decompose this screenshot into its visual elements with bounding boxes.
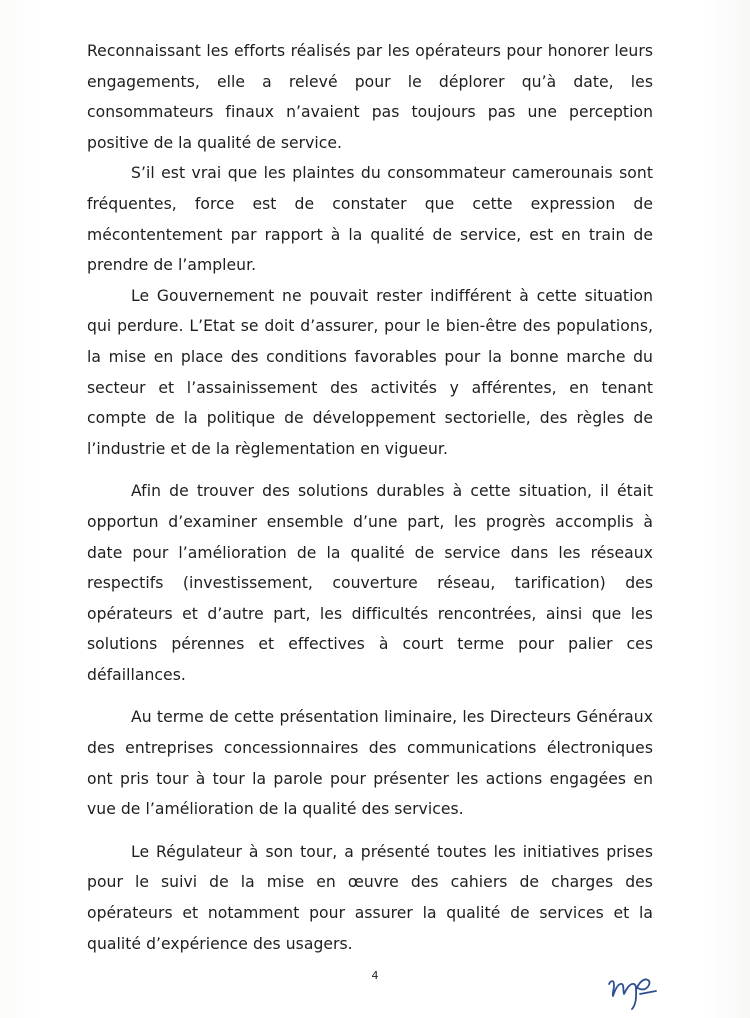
signature-stroke xyxy=(609,979,656,1009)
paragraph-2: S’il est vrai que les plaintes du consommateur camerounais sont fréquentes, force est de constater que cette expression de mécontentement par rapport à la qualité de service, est en train de prendre de l’ampleur. xyxy=(87,164,653,275)
paragraph-1: Reconnaissant les efforts réalisés par les opérateurs pour honorer leurs engagements, elle a relevé pour le déplorer qu’à date, les consommateurs finaux n’avaient pas toujours pas une perception positive de la qualité de service. xyxy=(87,42,653,152)
paragraph-6: Le Régulateur à son tour, a présenté toutes les initiatives prises pour le suivi de la mise en œuvre des cahiers de charges des opérateurs et notamment pour assurer la qualité de services et la qualité d’expérience des usagers. xyxy=(87,842,653,953)
paragraph-3: Le Gouvernement ne pouvait rester indifférent à cette situation qui perdure. L’Etat se doit d’assurer, pour le bien-être des populations, la mise en place des conditions favorables pour la bonne marche du secteur et l’assainissement des activités y afférentes, en tenant compte de la politique de développement sectorielle, des règles de l’industrie et de la règlementation en vigueur. xyxy=(87,286,653,458)
page-number: 4 xyxy=(371,969,379,982)
body-text xyxy=(87,36,653,959)
paragraph-4: Afin de trouver des solutions durables à cette situation, il était opportun d’examiner ensemble d’une part, les progrès accomplis à date pour l’amélioration de la qualité de service dans les réseaux respectifs (investissement, couverture réseau, tarification) des opérateurs et d’autre part, les difficultés rencontrées, ainsi que les solutions pérennes et effectives à court terme pour palier ces défaillances. xyxy=(87,482,653,684)
signature-initials xyxy=(603,970,663,1012)
paragraph-5: Au terme de cette présentation liminaire, les Directeurs Généraux des entreprises concessionnaires des communications électroniques ont pris tour à tour la parole pour présenter les actions engagées en vue de l’amélioration de la qualité des services. xyxy=(87,708,653,819)
